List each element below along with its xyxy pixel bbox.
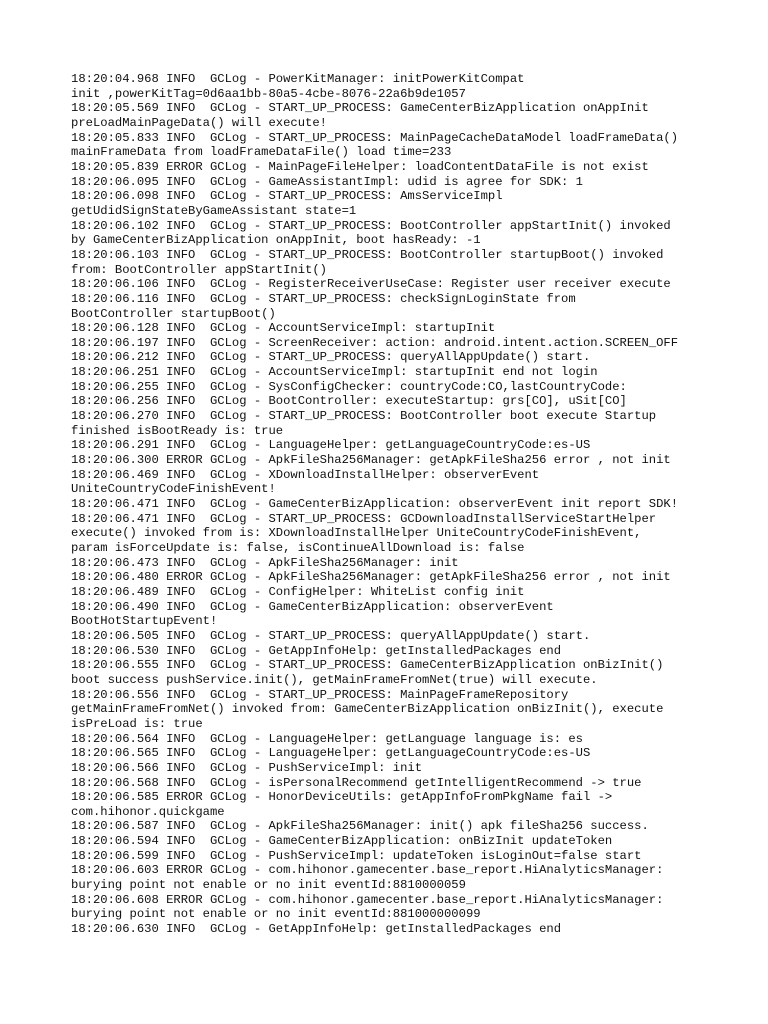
- log-line: finished isBootReady is: true: [71, 423, 284, 438]
- log-line: com.hihonor.quickgame: [71, 804, 225, 819]
- log-line: init ,powerKitTag=0d6aa1bb-80a5-4cbe-8076-22a6b9de1057: [71, 86, 466, 101]
- log-line: 18:20:06.256 INFO GCLog - BootController: executeStartup: grs[CO], uSit[CO]: [71, 394, 627, 409]
- log-line: 18:20:06.116 INFO GCLog - START_UP_PROCESS: checkSignLoginState from: [71, 291, 576, 306]
- log-line: 18:20:06.270 INFO GCLog - START_UP_PROCESS: BootController boot execute Startup: [71, 409, 657, 424]
- log-line: mainFrameData from loadFrameDataFile() load time=233: [71, 145, 452, 160]
- log-line: 18:20:05.569 INFO GCLog - START_UP_PROCESS: GameCenterBizApplication onAppInit: [71, 101, 649, 116]
- log-line: 18:20:06.095 INFO GCLog - GameAssistantImpl: udid is agree for SDK: 1: [71, 174, 583, 189]
- log-line: 18:20:06.564 INFO GCLog - LanguageHelper: getLanguage language is: es: [71, 731, 583, 746]
- log-line: 18:20:06.300 ERROR GCLog - ApkFileSha256Manager: getApkFileSha256 error , not init: [71, 453, 671, 468]
- log-line: 18:20:06.102 INFO GCLog - START_UP_PROCESS: BootController appStartInit() invoked: [71, 218, 671, 233]
- log-line: 18:20:06.603 ERROR GCLog - com.hihonor.gamecenter.base_report.HiAnalyticsManager:: [71, 863, 664, 878]
- log-line: 18:20:06.594 INFO GCLog - GameCenterBizApplication: onBizInit updateToken: [71, 834, 613, 849]
- log-line: 18:20:06.251 INFO GCLog - AccountServiceImpl: startupInit end not login: [71, 365, 598, 380]
- log-line: 18:20:06.530 INFO GCLog - GetAppInfoHelp: getInstalledPackages end: [71, 643, 562, 658]
- log-line: 18:20:06.566 INFO GCLog - PushServiceImpl: init: [71, 760, 423, 775]
- log-line: 18:20:06.291 INFO GCLog - LanguageHelper: getLanguageCountryCode:es-US: [71, 438, 591, 453]
- log-line: preLoadMainPageData() will execute!: [71, 115, 327, 130]
- log-text-block: [71, 72, 761, 937]
- log-line: 18:20:06.505 INFO GCLog - START_UP_PROCESS: queryAllAppUpdate() start.: [71, 628, 591, 643]
- log-line: 18:20:06.212 INFO GCLog - START_UP_PROCESS: queryAllAppUpdate() start.: [71, 350, 591, 365]
- log-line: getUdidSignStateByGameAssistant state=1: [71, 203, 357, 218]
- log-line: burying point not enable or no init eventId:881000000099: [71, 907, 481, 922]
- log-line: 18:20:05.833 INFO GCLog - START_UP_PROCESS: MainPageCacheDataModel loadFrameData(): [71, 130, 679, 145]
- log-line: 18:20:06.469 INFO GCLog - XDownloadInstallHelper: observerEvent: [71, 467, 540, 482]
- log-line: BootHotStartupEvent!: [71, 614, 218, 629]
- log-line: 18:20:06.490 INFO GCLog - GameCenterBizApplication: observerEvent: [71, 599, 554, 614]
- log-line: 18:20:06.556 INFO GCLog - START_UP_PROCESS: MainPageFrameRepository: [71, 687, 569, 702]
- log-line: 18:20:06.471 INFO GCLog - START_UP_PROCESS: GCDownloadInstallServiceStartHelper: [71, 511, 657, 526]
- log-line: 18:20:06.473 INFO GCLog - ApkFileSha256Manager: init: [71, 555, 459, 570]
- log-line: 18:20:06.568 INFO GCLog - isPersonalRecommend getIntelligentRecommend -> true: [71, 775, 642, 790]
- log-line: 18:20:06.630 INFO GCLog - GetAppInfoHelp: getInstalledPackages end: [71, 922, 562, 937]
- log-line: boot success pushService.init(), getMainFrameFromNet(true) will execute.: [71, 672, 598, 687]
- log-line: 18:20:06.489 INFO GCLog - ConfigHelper: WhiteList config init: [71, 584, 525, 599]
- log-line: 18:20:05.839 ERROR GCLog - MainPageFileHelper: loadContentDataFile is not exist: [71, 159, 649, 174]
- log-line: BootController startupBoot(): [71, 306, 276, 321]
- log-line: 18:20:06.565 INFO GCLog - LanguageHelper: getLanguageCountryCode:es-US: [71, 746, 591, 761]
- log-line: 18:20:06.103 INFO GCLog - START_UP_PROCESS: BootController startupBoot() invoked: [71, 247, 664, 262]
- log-line: 18:20:06.128 INFO GCLog - AccountServiceImpl: startupInit: [71, 321, 496, 336]
- log-line: getMainFrameFromNet() invoked from: GameCenterBizApplication onBizInit(), execute: [71, 702, 664, 717]
- log-line: by GameCenterBizApplication onAppInit, boot hasReady: -1: [71, 233, 481, 248]
- log-line: 18:20:06.585 ERROR GCLog - HonorDeviceUtils: getAppInfoFromPkgName fail ->: [71, 790, 613, 805]
- log-line: 18:20:06.599 INFO GCLog - PushServiceImpl: updateToken isLoginOut=false start: [71, 848, 642, 863]
- log-line: 18:20:06.608 ERROR GCLog - com.hihonor.gamecenter.base_report.HiAnalyticsManager:: [71, 892, 664, 907]
- log-line: UniteCountryCodeFinishEvent!: [71, 482, 276, 497]
- log-line: 18:20:06.255 INFO GCLog - SysConfigChecker: countryCode:CO,lastCountryCode:: [71, 379, 627, 394]
- log-line: param isForceUpdate is: false, isContinueAllDownload is: false: [71, 541, 525, 555]
- log-line: 18:20:06.106 INFO GCLog - RegisterReceiverUseCase: Register user receiver execute: [71, 277, 671, 292]
- log-line: 18:20:06.471 INFO GCLog - GameCenterBizApplication: observerEvent init report SDK!: [71, 497, 679, 512]
- log-line: 18:20:06.555 INFO GCLog - START_UP_PROCESS: GameCenterBizApplication onBizInit(): [71, 658, 664, 673]
- log-line: execute() invoked from is: XDownloadInstallHelper UniteCountryCodeFinishEvent,: [71, 526, 642, 541]
- log-line: 18:20:06.098 INFO GCLog - START_UP_PROCESS: AmsServiceImpl: [71, 189, 503, 204]
- log-line: 18:20:06.480 ERROR GCLog - ApkFileSha256Manager: getApkFileSha256 error , not init: [71, 570, 671, 585]
- log-line: burying point not enable or no init eventId:8810000059: [71, 878, 466, 893]
- log-line: from: BootController appStartInit(): [71, 262, 327, 277]
- log-line: 18:20:06.197 INFO GCLog - ScreenReceiver: action: android.intent.action.SCREEN_OFF: [71, 335, 679, 350]
- log-line: 18:20:04.968 INFO GCLog - PowerKitManager: initPowerKitCompat: [71, 72, 525, 86]
- log-line: 18:20:06.587 INFO GCLog - ApkFileSha256Manager: init() apk fileSha256 success.: [71, 819, 649, 834]
- log-line: isPreLoad is: true: [71, 716, 203, 731]
